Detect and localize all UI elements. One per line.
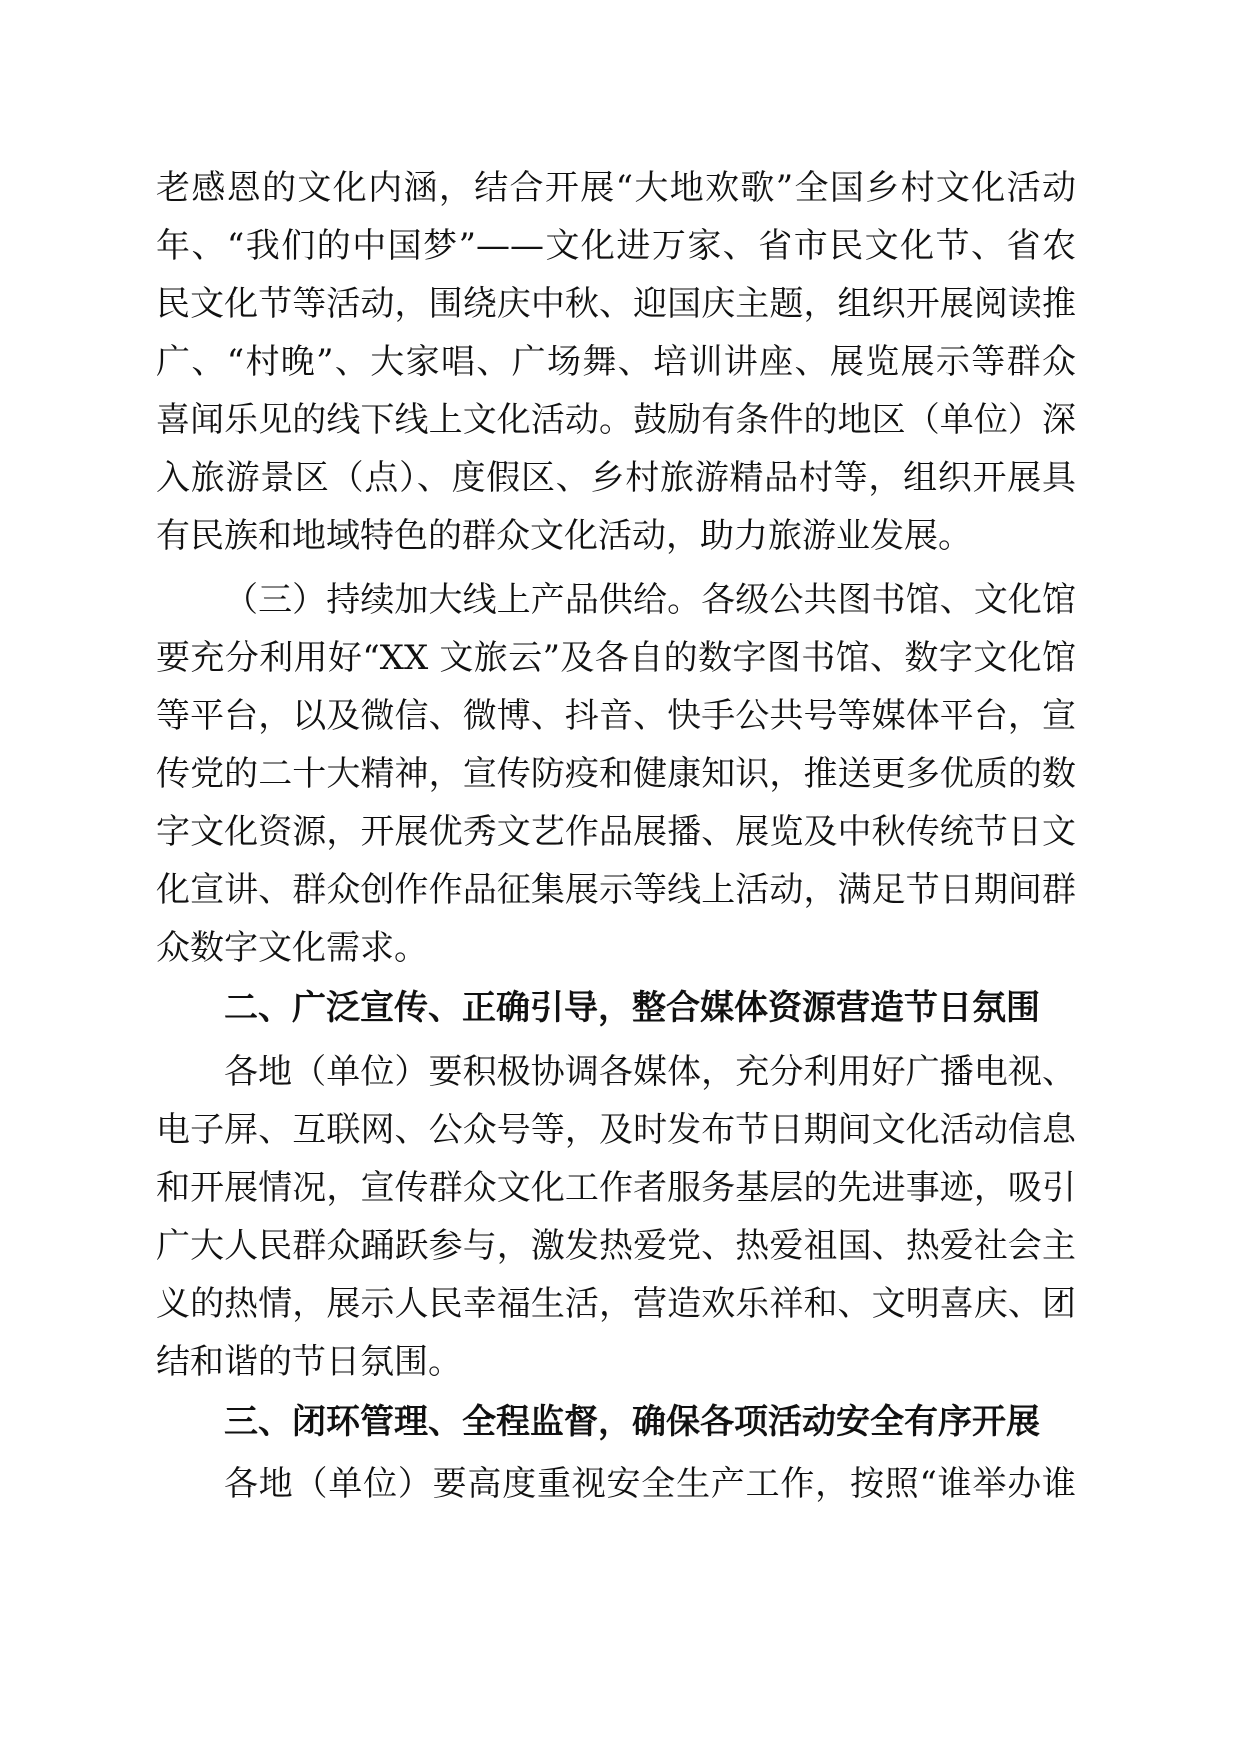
text-line: 化宣讲、群众创作作品征集展示等线上活动，满足节日期间群 — [156, 870, 1076, 910]
section-heading-publicity: 二、广泛宣传、正确引导，整合媒体资源营造节日氛围 — [224, 988, 1040, 1028]
text-line: 各地（单位）要高度重视安全生产工作，按照“谁举办谁 — [224, 1464, 1076, 1504]
text-line: 众数字文化需求。 — [156, 928, 428, 968]
text-line: 要充分利用好“XX 文旅云”及各自的数字图书馆、数字文化馆 — [156, 638, 1076, 678]
text-line: 老感恩的文化内涵，结合开展“大地欢歌”全国乡村文化活动 — [156, 168, 1076, 208]
text-line: 电子屏、互联网、公众号等，及时发布节日期间文化活动信息 — [156, 1110, 1076, 1150]
text-line: 有民族和地域特色的群众文化活动，助力旅游业发展。 — [156, 516, 972, 556]
text-line: 年、“我们的中国梦”——文化进万家、省市民文化节、省农 — [156, 226, 1076, 266]
text-line: 广大人民群众踊跃参与，激发热爱党、热爱祖国、热爱社会主 — [156, 1226, 1076, 1266]
text-line: 结和谐的节日氛围。 — [156, 1342, 462, 1382]
section-heading-safety: 三、闭环管理、全程监督，确保各项活动安全有序开展 — [224, 1402, 1040, 1442]
text-line: 等平台，以及微信、微博、抖音、快手公共号等媒体平台，宣 — [156, 696, 1076, 736]
text-line: 字文化资源，开展优秀文艺作品展播、展览及中秋传统节日文 — [156, 812, 1076, 852]
text-line: 和开展情况，宣传群众文化工作者服务基层的先进事迹，吸引 — [156, 1168, 1076, 1208]
text-line: 传党的二十大精神，宣传防疫和健康知识，推送更多优质的数 — [156, 754, 1076, 794]
text-line: 义的热情，展示人民幸福生活，营造欢乐祥和、文明喜庆、团 — [156, 1284, 1076, 1324]
text-line: 各地（单位）要积极协调各媒体，充分利用好广播电视、 — [224, 1052, 1076, 1092]
text-line: 广、“村晚”、大家唱、广场舞、培训讲座、展览展示等群众 — [156, 342, 1076, 382]
text-line: 民文化节等活动，围绕庆中秋、迎国庆主题，组织开展阅读推 — [156, 284, 1076, 324]
text-line: 喜闻乐见的线下线上文化活动。鼓励有条件的地区（单位）深 — [156, 400, 1076, 440]
text-line: 入旅游景区（点）、度假区、乡村旅游精品村等，组织开展具 — [156, 458, 1076, 498]
text-line: （三）持续加大线上产品供给。各级公共图书馆、文化馆 — [224, 580, 1076, 620]
